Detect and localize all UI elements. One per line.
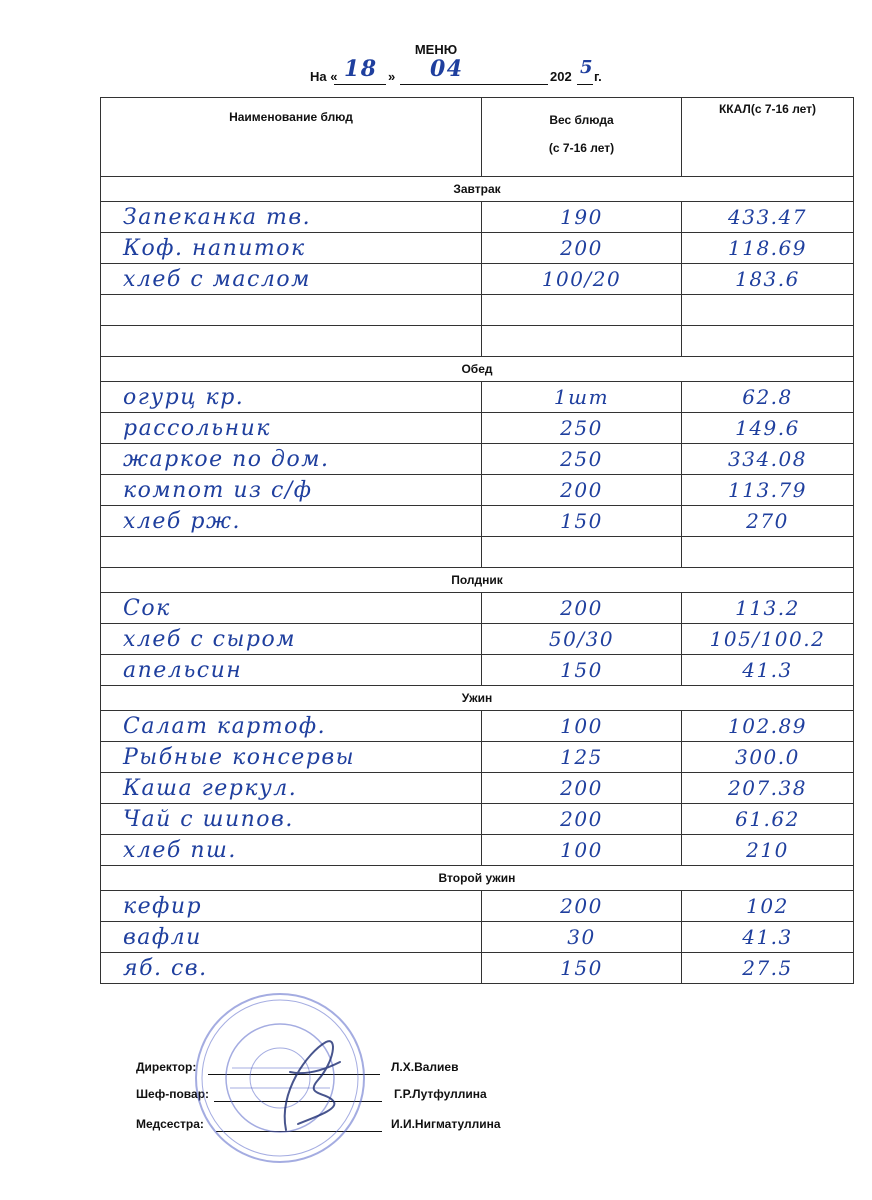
table-row [101,835,854,866]
table-row [101,711,854,742]
signature-role: Шеф-повар: [136,1087,210,1101]
section-title: Ужин [101,686,854,711]
header-weight-age: (с 7-16 лет) [548,141,615,155]
date-month: 04 [430,56,464,82]
section-title: Полдник [101,568,854,593]
handwritten-signature-icon [268,1032,348,1142]
table-row [101,891,854,922]
table-row [101,326,854,357]
dish-cell: Каша геркул. [101,773,482,804]
table-row [101,922,854,953]
table-row [101,537,854,568]
section-header [101,357,854,382]
dish-cell [101,295,482,326]
dish-cell: хлеб рж. [101,506,482,537]
kcal-cell: 113.2 [682,593,854,624]
dish-cell: яб. св. [101,953,482,984]
section-title: Завтрак [101,177,854,202]
day-close: » [388,69,396,84]
kcal-cell: 102 [682,891,854,922]
table-row [101,593,854,624]
kcal-cell: 61.62 [682,804,854,835]
table-row [101,506,854,537]
dish-cell: Коф. напиток [101,233,482,264]
weight-cell [482,537,682,568]
kcal-cell [682,537,854,568]
table-row [101,264,854,295]
kcal-cell: 113.79 [682,475,854,506]
menu-table [100,97,854,984]
kcal-cell: 210 [682,835,854,866]
table-row [101,773,854,804]
year-suffix: г. [594,69,602,84]
signature-name: Г.Р.Лутфуллина [394,1087,487,1101]
weight-cell: 100 [482,711,682,742]
weight-cell: 150 [482,506,682,537]
date-prefix: На « [310,69,338,84]
weight-cell: 250 [482,444,682,475]
dish-cell: хлеб с сыром [101,624,482,655]
signature-name: И.И.Нигматуллина [391,1117,501,1131]
section-header [101,568,854,593]
kcal-cell: 41.3 [682,922,854,953]
table-row [101,233,854,264]
table-header [101,98,854,177]
kcal-cell: 118.69 [682,233,854,264]
weight-cell: 200 [482,233,682,264]
kcal-cell: 102.89 [682,711,854,742]
dish-cell: Салат картоф. [101,711,482,742]
weight-cell [482,326,682,357]
dish-cell: Сок [101,593,482,624]
section-header [101,177,854,202]
weight-cell: 200 [482,891,682,922]
weight-cell: 100 [482,835,682,866]
table-row [101,202,854,233]
weight-cell: 100/20 [482,264,682,295]
table-row [101,953,854,984]
table-row [101,295,854,326]
kcal-cell: 27.5 [682,953,854,984]
kcal-cell: 183.6 [682,264,854,295]
section-title: Обед [101,357,854,382]
weight-cell: 150 [482,655,682,686]
weight-cell: 190 [482,202,682,233]
header-kcal: ККАЛ(с 7-16 лет) [682,98,854,177]
table-row [101,655,854,686]
dish-cell: рассольник [101,413,482,444]
kcal-cell: 207.38 [682,773,854,804]
table-row [101,804,854,835]
weight-cell: 1шт [482,382,682,413]
signature-director [136,1060,459,1074]
weight-cell: 50/30 [482,624,682,655]
kcal-cell: 41.3 [682,655,854,686]
kcal-cell: 433.47 [682,202,854,233]
dish-cell: Рыбные консервы [101,742,482,773]
section-header [101,866,854,891]
year-prefix: 202 [550,69,572,84]
signature-role: Директор: [136,1060,197,1074]
kcal-cell: 300.0 [682,742,854,773]
kcal-cell: 334.08 [682,444,854,475]
dish-cell: Чай с шипов. [101,804,482,835]
weight-cell: 150 [482,953,682,984]
header-dish-name: Наименование блюд [101,98,482,177]
year-digit: 5 [580,57,595,78]
kcal-cell: 149.6 [682,413,854,444]
dish-cell: Запеканка тв. [101,202,482,233]
page-title: МЕНЮ [414,42,458,57]
dish-cell: кефир [101,891,482,922]
table-row [101,742,854,773]
weight-cell: 125 [482,742,682,773]
dish-cell: хлеб с маслом [101,264,482,295]
weight-cell: 200 [482,804,682,835]
header-weight-label: Вес блюда [549,113,614,127]
table-row [101,475,854,506]
weight-cell: 200 [482,475,682,506]
dish-cell: жаркое по дом. [101,444,482,475]
kcal-cell [682,326,854,357]
section-header [101,686,854,711]
kcal-cell: 270 [682,506,854,537]
table-row [101,382,854,413]
signature-role: Медсестра: [136,1117,204,1131]
header-weight [482,98,682,177]
table-row [101,413,854,444]
weight-cell: 200 [482,773,682,804]
dish-cell: компот из с/ф [101,475,482,506]
kcal-cell: 62.8 [682,382,854,413]
dish-cell: хлеб пш. [101,835,482,866]
table-row [101,444,854,475]
date-line [310,56,630,90]
dish-cell [101,537,482,568]
kcal-cell [682,295,854,326]
signature-name: Л.Х.Валиев [391,1060,459,1074]
dish-cell: вафли [101,922,482,953]
weight-cell: 200 [482,593,682,624]
date-day: 18 [344,56,378,82]
section-title: Второй ужин [101,866,854,891]
table-row [101,624,854,655]
month-blank [400,66,548,85]
weight-cell: 30 [482,922,682,953]
kcal-cell: 105/100.2 [682,624,854,655]
dish-cell: огурц кр. [101,382,482,413]
dish-cell [101,326,482,357]
weight-cell: 250 [482,413,682,444]
weight-cell [482,295,682,326]
dish-cell: апельсин [101,655,482,686]
